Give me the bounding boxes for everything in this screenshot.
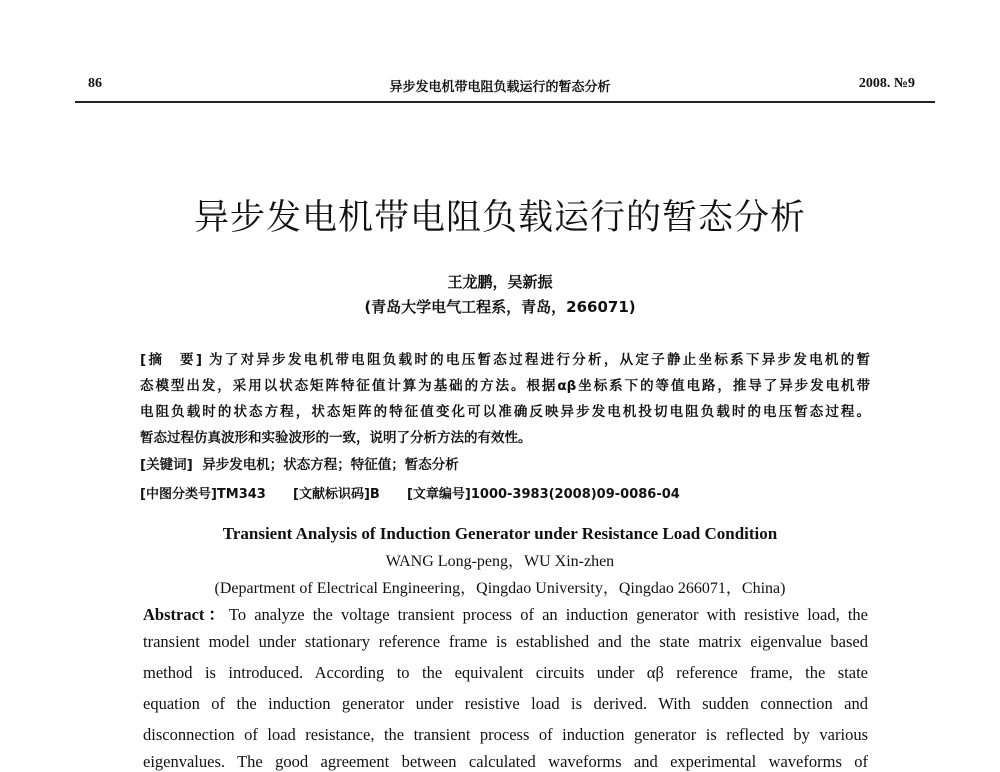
page-number: 86 [88,76,102,91]
abstract-cn-line: 态模型出发，采用以状态矩阵特征值计算为基础的方法。根据αβ坐标系下的等值电路，推导了异步发电机带 [140,378,870,394]
classification [140,483,870,502]
header-rule [75,101,935,103]
clc-value: TM343 [216,487,266,502]
abstract-en-label: Abstract： [143,605,229,624]
article-label: [文章编号] [406,487,471,502]
paper-title: 异步发电机带电阻负载运行的暂态分析 [193,198,806,238]
abstract-cn-line [140,348,870,368]
abstract-cn-line: 暂态过程仿真波形和实验波形的一致，说明了分析方法的有效性。 [140,430,532,446]
issue-number: 2008. №9 [858,76,915,91]
abstract-cn-line: 电阻负载时的状态方程，状态矩阵的特征值变化可以准确反映异步发电机投切电阻负载时的电压暂态过程。 [140,404,870,420]
abstract-cn-text: 为了对异步发电机带电阻负载时的电压暂态过程进行分析，从定子静止坐标系下异步发电机的暂 [209,352,871,368]
keywords [140,453,870,473]
doc-value: B [369,487,380,502]
abstract-en-line [143,601,868,625]
keywords-value: 异步发电机；状态方程；特征值；暂态分析 [202,457,459,473]
english-affiliation: (Department of Electrical Engineering，Qingdao University，Qingdao 266071，China) [214,580,786,597]
article-value: 1000-3983(2008)09-0086-04 [470,487,680,502]
abstract-en-line: transient model under stationary reference frame is established and the state matrix eigenvalue based [143,632,868,651]
english-title: Transient Analysis of Induction Generator under Resistance Load Condition [222,524,778,543]
doc-label: [文献标识码] [293,487,370,502]
abstract-en-line: disconnection of load resistance, the transient process of induction generator is reflected by various [143,725,868,744]
running-title: 异步发电机带电阻负载运行的暂态分析 [389,80,611,95]
abstract-en-line: equation of the induction generator under resistive load is derived. With sudden connection and [143,694,868,713]
affiliation: (青岛大学电气工程系，青岛，266071) [364,298,636,316]
english-authors: WANG Long-peng，WU Xin-zhen [385,553,615,570]
abstract-en-line: eigenvalues. The good agreement between calculated waveforms and experimental waveforms of [143,752,868,771]
clc-label: [中图分类号] [140,487,217,502]
keywords-label: [关键词] [140,457,193,473]
abstract-cn-label: [摘 要] [140,352,203,368]
abstract-en-text: To analyze the voltage transient process of an induction generator with resistive load, the [228,605,869,624]
abstract-en-line: method is introduced. According to the equivalent circuits under αβ reference frame, the state [143,663,868,682]
authors: 王龙鹏，吴新振 [447,273,553,291]
